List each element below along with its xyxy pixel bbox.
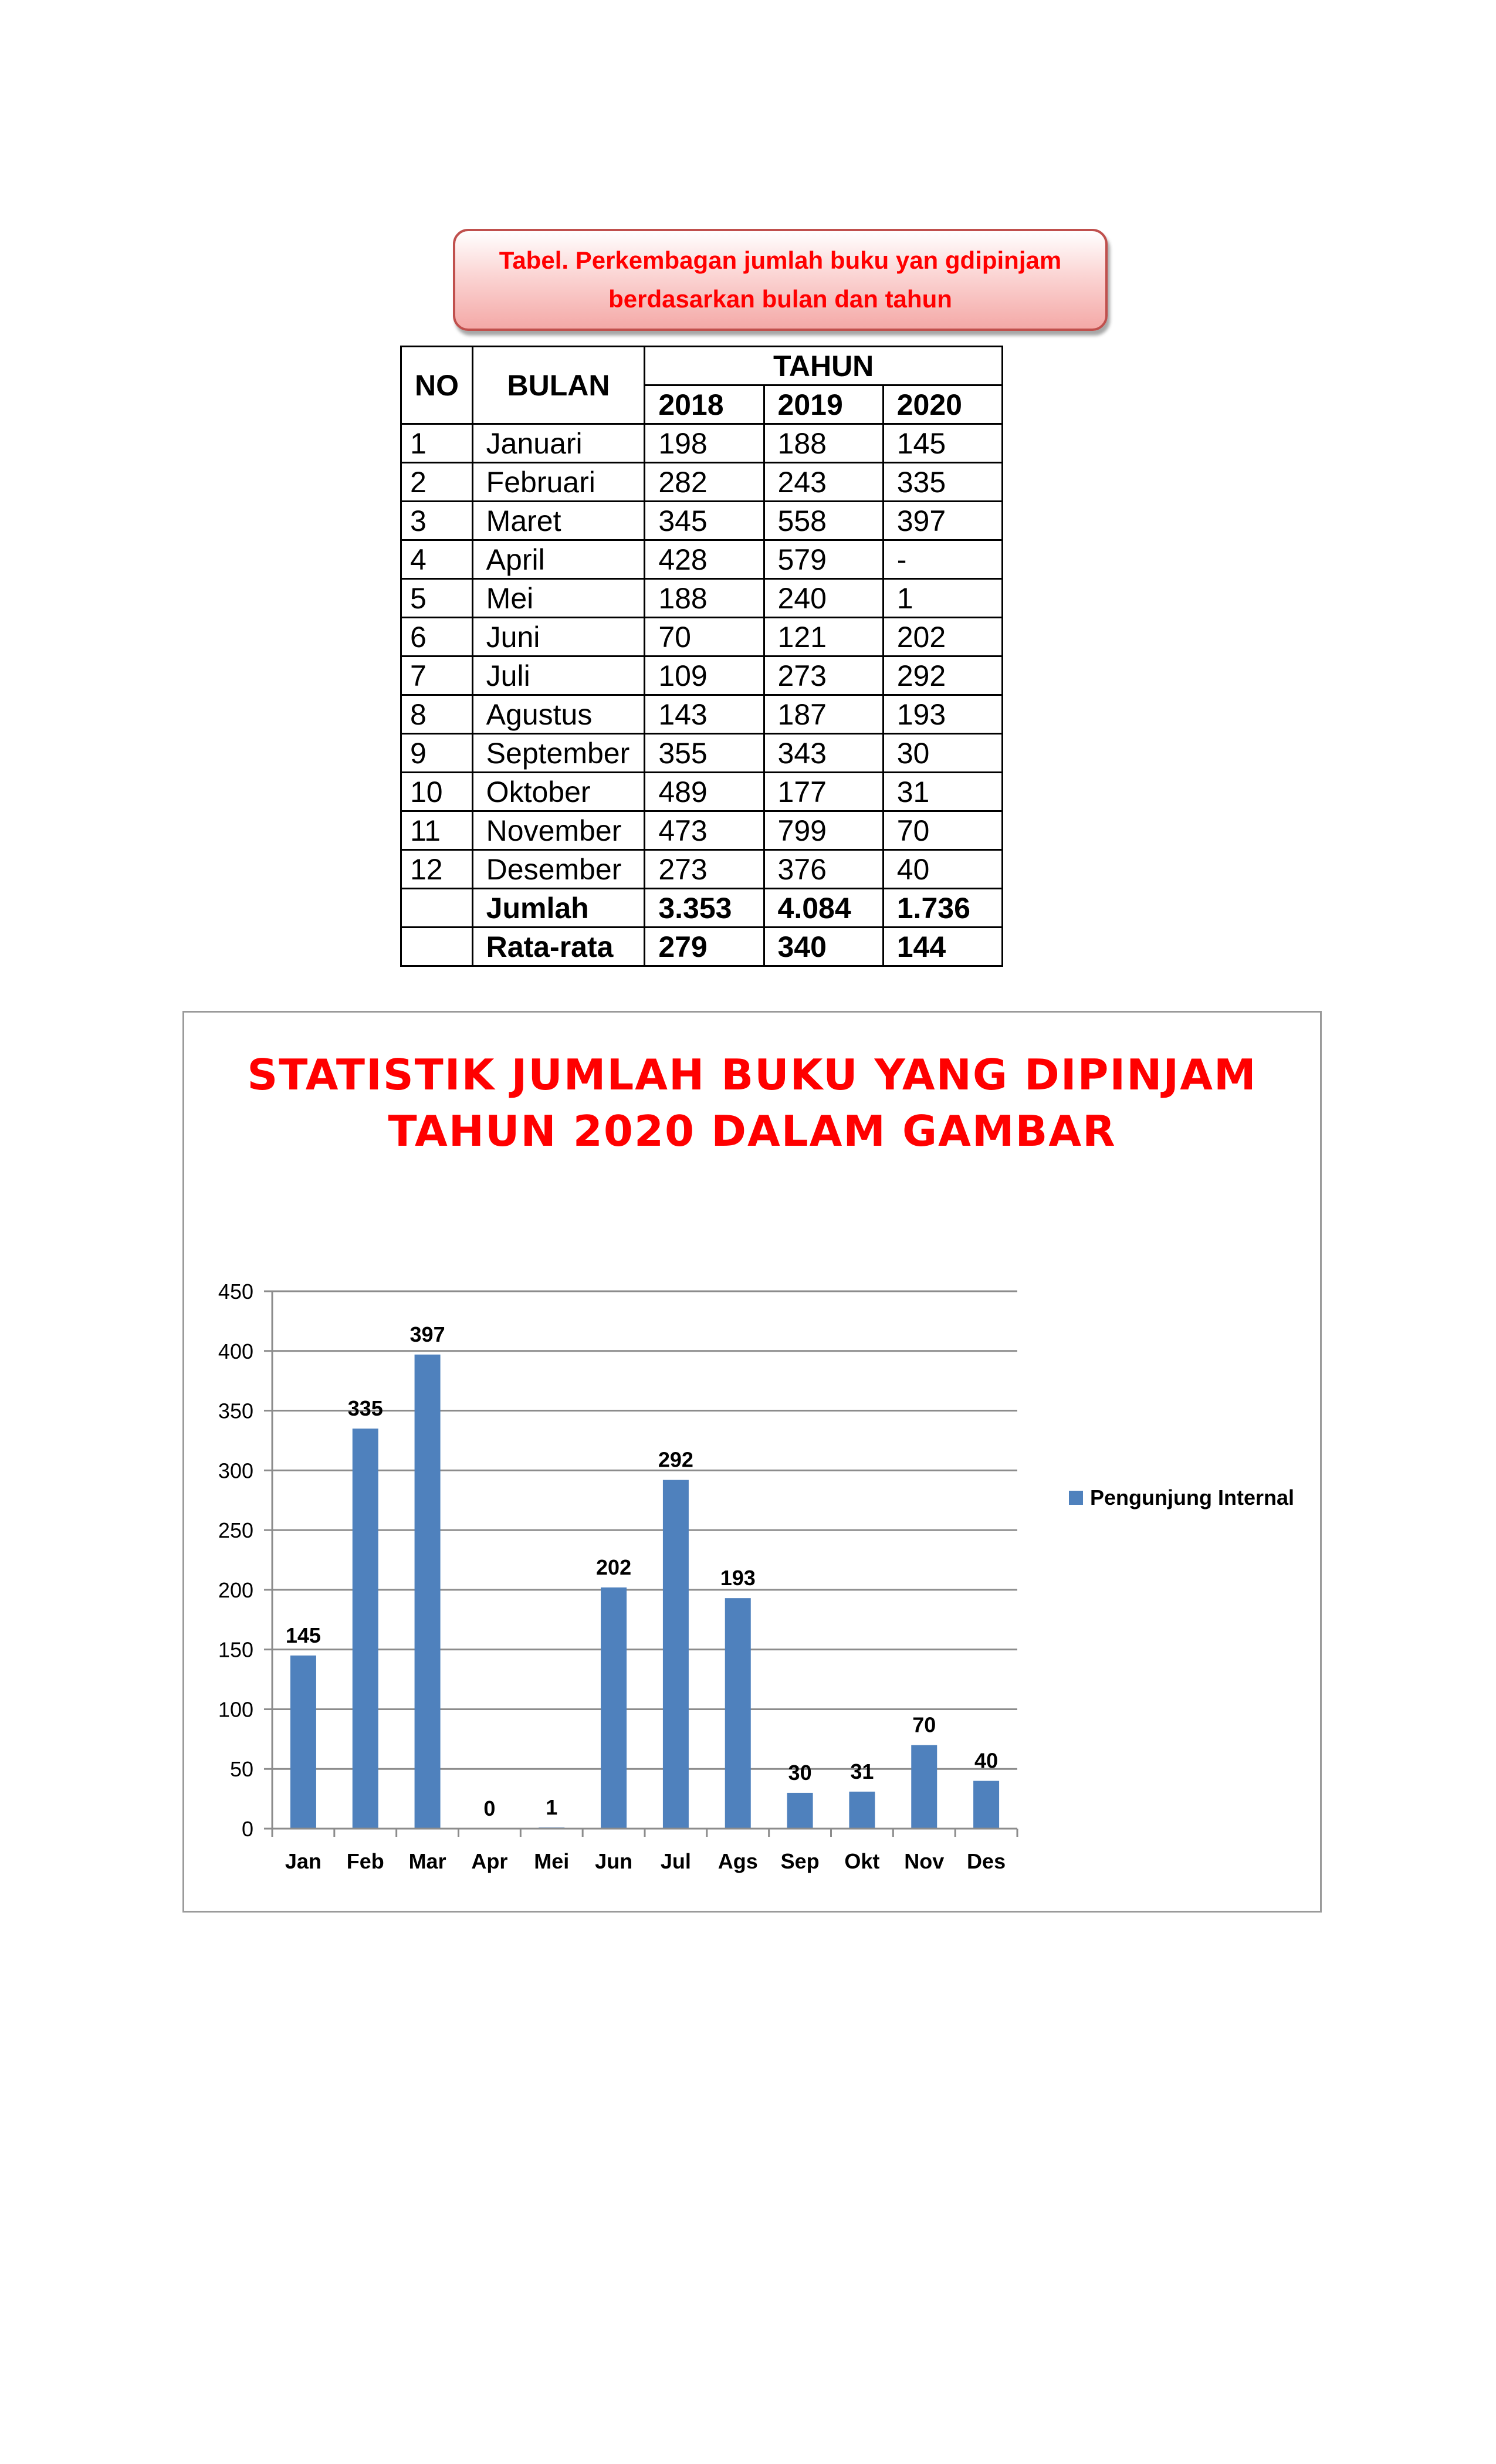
cell-bulan: Februari <box>472 463 645 502</box>
data-label: 397 <box>409 1322 445 1346</box>
cell-no: 12 <box>401 850 473 889</box>
y-tick-label: 200 <box>218 1578 253 1602</box>
cell-value: 397 <box>883 502 1002 540</box>
cell-value: 31 <box>883 773 1002 811</box>
cell-value: 292 <box>883 656 1002 695</box>
cell-value: 40 <box>883 850 1002 889</box>
cell-value: 143 <box>645 695 764 734</box>
data-label: 40 <box>974 1748 999 1773</box>
header-no: NO <box>401 347 473 424</box>
header-year: 2020 <box>883 385 1002 424</box>
y-tick-label: 300 <box>218 1458 253 1483</box>
x-tick-label: Jan <box>285 1849 321 1873</box>
cell-bulan: Juli <box>472 656 645 695</box>
x-tick-label: Feb <box>346 1849 384 1873</box>
x-tick-label: Des <box>967 1849 1006 1873</box>
cell-value: 188 <box>645 579 764 618</box>
chart-title-line-2: TAHUN 2020 DALAM GAMBAR <box>388 1106 1116 1156</box>
data-label: 335 <box>347 1396 383 1421</box>
cell-value: - <box>883 540 1002 579</box>
y-tick-label: 0 <box>241 1817 253 1841</box>
y-tick-label: 250 <box>218 1518 253 1543</box>
cell-bulan: September <box>472 734 645 773</box>
data-label: 193 <box>720 1566 756 1590</box>
data-label: 1 <box>546 1795 558 1819</box>
cell-no: 8 <box>401 695 473 734</box>
x-tick-label: Mar <box>408 1849 446 1873</box>
y-tick-label: 50 <box>229 1757 253 1782</box>
header-year: 2019 <box>764 385 883 424</box>
x-tick-label: Apr <box>471 1849 508 1873</box>
cell-no: 7 <box>401 656 473 695</box>
x-tick-label: Sep <box>780 1849 820 1873</box>
cell-no: 6 <box>401 618 473 656</box>
bar <box>787 1793 813 1829</box>
header-tahun: TAHUN <box>645 347 1003 385</box>
x-tick-label: Ags <box>717 1849 758 1873</box>
cell-value: 273 <box>645 850 764 889</box>
summary-value: 1.736 <box>883 889 1002 928</box>
cell-no: 11 <box>401 811 473 850</box>
header-year: 2018 <box>645 385 764 424</box>
x-tick-label: Okt <box>844 1849 880 1873</box>
cell-value: 145 <box>883 424 1002 463</box>
cell-no: 4 <box>401 540 473 579</box>
cell-value: 109 <box>645 656 764 695</box>
data-label: 70 <box>912 1712 936 1737</box>
caption-line-1: Tabel. Perkembagan jumlah buku yan gdipinjam <box>499 246 1062 274</box>
cell-bulan: Maret <box>472 502 645 540</box>
cell-value: 579 <box>764 540 883 579</box>
x-tick-label: Mei <box>534 1849 570 1873</box>
y-tick-label: 100 <box>218 1697 253 1722</box>
cell-value: 473 <box>645 811 764 850</box>
summary-value: 279 <box>645 928 764 966</box>
data-label: 31 <box>850 1759 874 1783</box>
cell-value: 177 <box>764 773 883 811</box>
cell-value: 240 <box>764 579 883 618</box>
bar <box>601 1588 627 1829</box>
cell-value: 355 <box>645 734 764 773</box>
cell-value: 187 <box>764 695 883 734</box>
bar <box>663 1480 689 1829</box>
cell-value: 799 <box>764 811 883 850</box>
cell-no: 2 <box>401 463 473 502</box>
y-tick-label: 450 <box>218 1280 253 1304</box>
cell-value: 345 <box>645 502 764 540</box>
x-tick-label: Nov <box>904 1849 945 1873</box>
y-tick-label: 350 <box>218 1399 253 1423</box>
cell-value: 273 <box>764 656 883 695</box>
cell-bulan: Mei <box>472 579 645 618</box>
cell-value: 188 <box>764 424 883 463</box>
y-tick-label: 400 <box>218 1339 253 1363</box>
cell-value: 202 <box>883 618 1002 656</box>
summary-value: 4.084 <box>764 889 883 928</box>
cell-no: 9 <box>401 734 473 773</box>
caption-line-2: berdasarkan bulan dan tahun <box>608 285 952 313</box>
cell-value: 282 <box>645 463 764 502</box>
cell-bulan: November <box>472 811 645 850</box>
data-label: 30 <box>788 1760 812 1785</box>
legend-swatch <box>1069 1491 1083 1505</box>
x-tick-label: Jul <box>660 1849 691 1873</box>
summary-label: Rata-rata <box>472 928 645 966</box>
cell-no: 1 <box>401 424 473 463</box>
cell-value: 70 <box>645 618 764 656</box>
bar <box>911 1745 937 1829</box>
cell-value: 343 <box>764 734 883 773</box>
cell-bulan: Desember <box>472 850 645 889</box>
bar <box>353 1429 378 1829</box>
header-bulan: BULAN <box>472 347 645 424</box>
bar <box>415 1355 441 1829</box>
cell-bulan: Oktober <box>472 773 645 811</box>
summary-value: 3.353 <box>645 889 764 928</box>
bar <box>725 1598 751 1829</box>
data-label: 145 <box>285 1623 321 1647</box>
data-label: 202 <box>596 1555 632 1579</box>
bar <box>849 1792 875 1829</box>
cell-bulan: Juni <box>472 618 645 656</box>
cell-value: 198 <box>645 424 764 463</box>
summary-value: 144 <box>883 928 1002 966</box>
cell-value: 489 <box>645 773 764 811</box>
data-label: 292 <box>658 1447 693 1472</box>
y-tick-label: 150 <box>218 1637 253 1662</box>
cell-value: 243 <box>764 463 883 502</box>
cell-value: 30 <box>883 734 1002 773</box>
cell-bulan: Januari <box>472 424 645 463</box>
cell-no: 3 <box>401 502 473 540</box>
chart-legend <box>1069 1485 1294 1510</box>
summary-value: 340 <box>764 928 883 966</box>
cell-value: 193 <box>883 695 1002 734</box>
chart-title-line-1: STATISTIK JUMLAH BUKU YANG DIPINJAM <box>247 1050 1257 1099</box>
bar <box>290 1656 316 1829</box>
cell-bulan: April <box>472 540 645 579</box>
cell-value: 558 <box>764 502 883 540</box>
cell-no: 10 <box>401 773 473 811</box>
data-label: 0 <box>483 1796 496 1820</box>
cell-no: 5 <box>401 579 473 618</box>
x-tick-label: Jun <box>595 1849 633 1873</box>
cell-value: 428 <box>645 540 764 579</box>
cell-value: 70 <box>883 811 1002 850</box>
cell-value: 1 <box>883 579 1002 618</box>
bar <box>973 1781 999 1829</box>
summary-label: Jumlah <box>472 889 645 928</box>
cell-value: 121 <box>764 618 883 656</box>
cell-value: 376 <box>764 850 883 889</box>
legend-label: Pengunjung Internal <box>1090 1485 1294 1509</box>
cell-bulan: Agustus <box>472 695 645 734</box>
cell-value: 335 <box>883 463 1002 502</box>
